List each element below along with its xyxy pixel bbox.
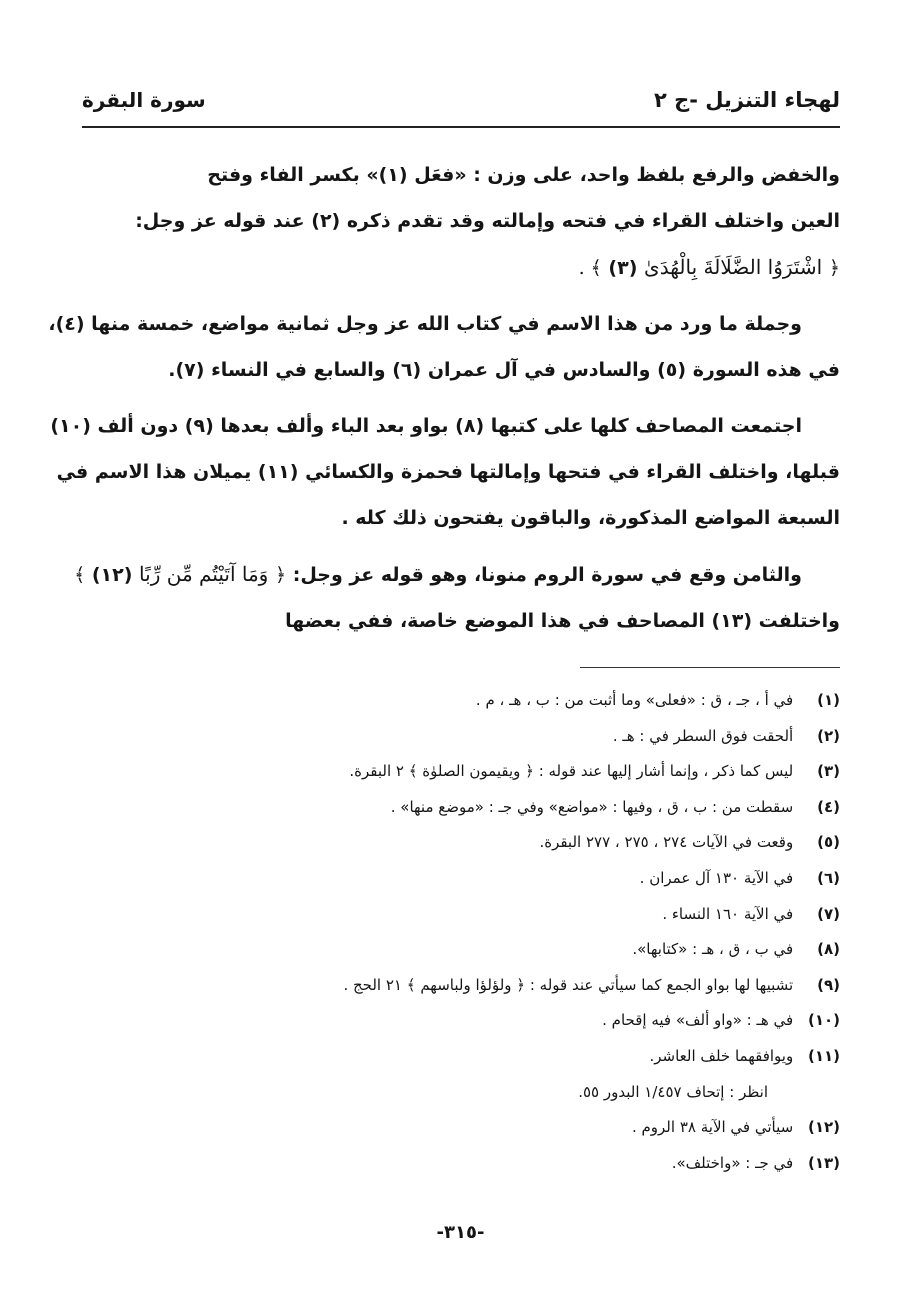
footnote-text: في ب ، ق ، هـ : «كتابها».	[632, 940, 794, 959]
footnote-number: (٩)	[817, 975, 840, 994]
footnote-ref: (٣)	[601, 257, 645, 279]
footnote-number: (٤)	[817, 797, 840, 816]
footnote	[82, 1146, 840, 1182]
ornate-bracket-close: ﴾	[74, 564, 86, 586]
footnote-number: (١١)	[807, 1046, 840, 1065]
footnote-separator	[580, 667, 840, 668]
paragraph-1	[82, 152, 840, 291]
footnote-number: (٣)	[817, 762, 840, 781]
footnote	[82, 754, 840, 790]
ornate-bracket-open: ﴿	[828, 257, 840, 279]
footnote	[82, 932, 840, 968]
text-line: العين واختلف القراء في فتحه وإمالته وقد تقدم ذكره (٢) عند قوله عز وجل:	[135, 210, 840, 232]
footnote-text: سقطت من : ب ، ق ، وفيها : «مواضع» وفي جـ : «موضع منها» .	[390, 797, 794, 816]
footnote-text: في الآية ١٦٠ النساء .	[662, 904, 794, 923]
paragraph-4	[74, 551, 840, 644]
quran-verse: وَمَا آتَيْتُم مِّن رِّبًا	[139, 562, 269, 586]
text-line: السبعة المواضع المذكورة، والباقون يفتحون ذلك كله .	[341, 507, 840, 529]
footnote	[82, 897, 840, 933]
quran-verse-line	[74, 551, 840, 598]
footnote-text: ألحقت فوق السطر في : هـ .	[612, 726, 794, 745]
footnote-number: (٥)	[817, 833, 840, 852]
footnote	[82, 719, 840, 755]
footnote-text: وقعت في الآيات ٢٧٤ ، ٢٧٥ ، ٢٧٧ البقرة.	[539, 833, 794, 852]
text-line: قبلها، واختلف القراء في فتحها وإمالتها فحمزة والكسائي (١١) يميلان هذا الاسم في	[56, 461, 840, 483]
footnote	[82, 1003, 840, 1039]
footnote-number: (١)	[817, 691, 840, 709]
footnote	[82, 790, 840, 826]
footnote-text: في هـ : «واو ألف» فيه إقحام .	[602, 1011, 794, 1030]
footnote-text: في أ ، جـ ، ق : «فعلى» وما أثبت من : ب ، هـ ، م .	[475, 691, 794, 709]
footnote-text: سيأتي في الآية ٣٨ الروم .	[631, 1118, 794, 1137]
footnote	[82, 861, 840, 897]
header-rule	[82, 126, 840, 128]
footnote-number: (٧)	[817, 904, 840, 923]
text-line: في هذه السورة (٥) والسادس في آل عمران (٦) والسابع في النساء (٧).	[168, 359, 840, 381]
footnote-number: (٦)	[817, 868, 840, 887]
ornate-bracket-open: ﴿	[274, 564, 287, 586]
footnote-number: (١٣)	[807, 1153, 840, 1172]
main-text	[48, 152, 840, 654]
footnote	[82, 1110, 840, 1146]
footnote-text: في جـ : «واختلف».	[671, 1153, 794, 1172]
text-line: وجملة ما ورد من هذا الاسم في كتاب الله عز وجل ثمانية مواضع، خمسة منها (٤)،	[48, 313, 802, 335]
footnote-text: في الآية ١٣٠ آل عمران .	[639, 868, 794, 887]
surah-title: سورة البقرة	[82, 88, 206, 112]
book-title: لهجاء التنزيل -ج ٢	[653, 88, 840, 112]
footnote	[82, 683, 840, 719]
paragraph-2	[48, 301, 840, 393]
footnote-text: ويوافقهما خلف العاشر.	[649, 1046, 794, 1065]
footnote	[82, 968, 840, 1004]
text-segment: والثامن وقع في سورة الروم منونا، وهو قوله عز وجل:	[286, 564, 802, 586]
footnotes	[82, 683, 840, 1181]
quran-verse-line	[82, 244, 840, 291]
page-number: -٣١٥-	[436, 1222, 485, 1243]
footnote	[82, 1039, 840, 1075]
footnote-text: ليس كما ذكر ، وإنما أشار إليها عند قوله : ﴿ ويقيمون الصلوٰة ﴾ ٢ البقرة.	[349, 762, 794, 781]
footnote-number: (١٠)	[807, 1011, 840, 1030]
paragraph-3	[50, 403, 840, 541]
ornate-bracket-close: ﴾ .	[578, 257, 602, 279]
running-header	[82, 78, 840, 124]
footnote-number: (٨)	[817, 940, 840, 959]
footnote-ref: (١٢)	[85, 564, 140, 586]
quran-verse: اشْتَرَوُا الضَّلَالَةَ بِالْهُدَىٰ	[644, 255, 823, 279]
footnote	[82, 825, 840, 861]
footnote-text: تشبيها لها بواو الجمع كما سيأتي عند قوله : ﴿ ولؤلؤا ولباسهم ﴾ ٢١ الحج .	[343, 975, 794, 994]
text-line: والخفض والرفع بلفظ واحد، على وزن : «فعَل (١)» بكسر الفاء وفتح	[207, 164, 840, 186]
text-line: اجتمعت المصاحف كلها على كتبها (٨) بواو بعد الباء وألف بعدها (٩) دون ألف (١٠)	[50, 415, 802, 437]
footnote-continuation: انظر : إتحاف ١/٤٥٧ البدور ٥٥.	[578, 1082, 768, 1101]
footnote-number: (١٢)	[807, 1118, 840, 1137]
footnote-number: (٢)	[817, 726, 840, 745]
text-line: واختلفت (١٣) المصاحف في هذا الموضع خاصة، ففي بعضها	[285, 610, 840, 632]
